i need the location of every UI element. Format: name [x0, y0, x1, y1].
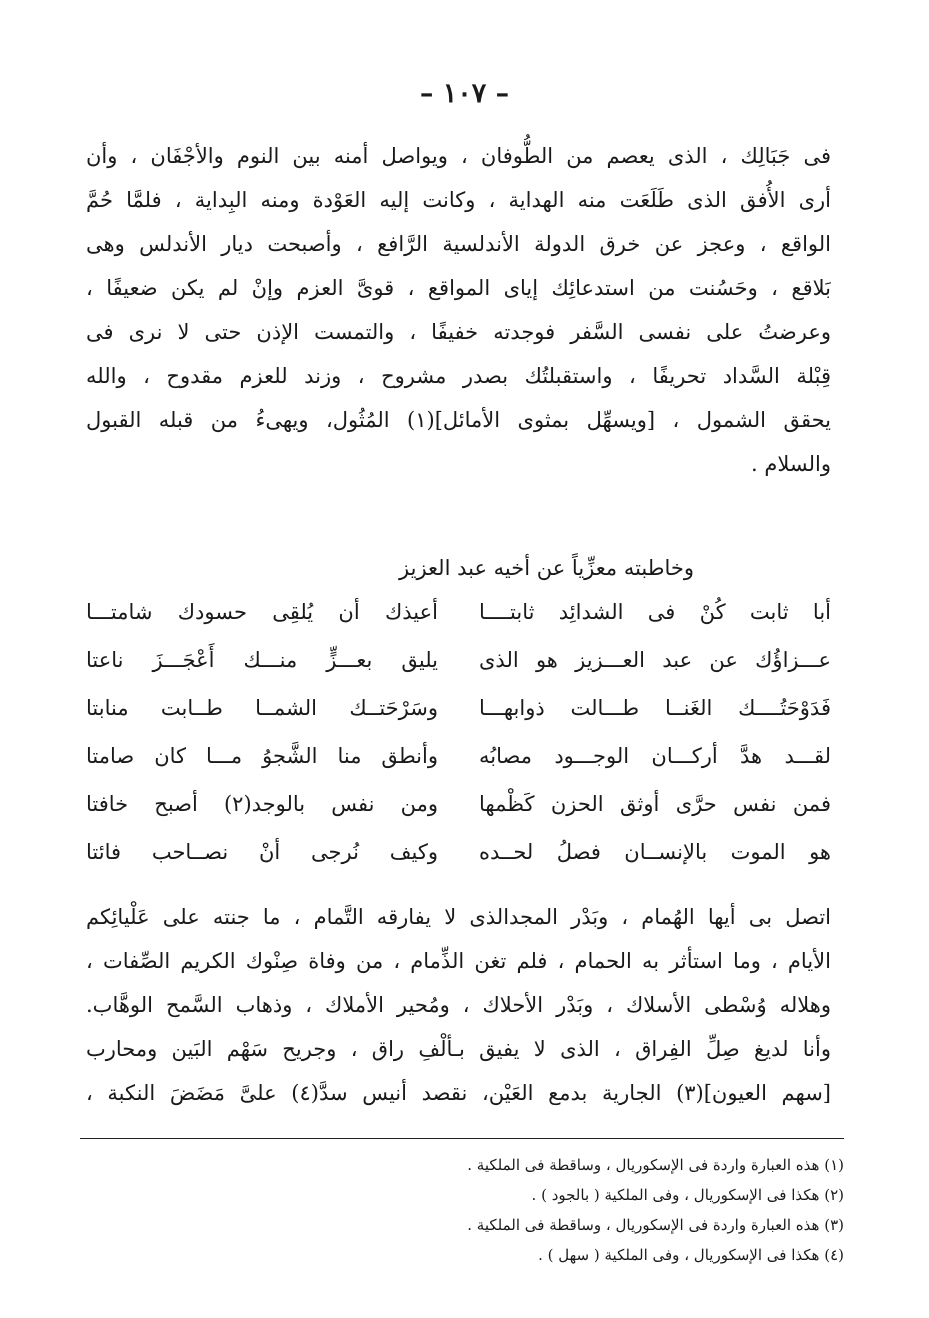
- poem-couplet: [86, 780, 831, 828]
- second-hemistich: وكيف نُرجى أنْ نصــاحب فائتا: [86, 840, 438, 864]
- intro-line: يحقق الشمول ، [ويسهِّل بمثوى الأمائل](١) المُثُول، ويهىءُ من قبله القبول: [86, 408, 831, 432]
- second-hemistich: يليق بعـــزٍّ منـــك أَعْجَـــزَ ناعتا: [86, 648, 438, 672]
- second-hemistich: أعيذك أن يُلقِى حسودك شامتـــا: [86, 600, 438, 624]
- footnote: (٤) هكذا فى الإسكوريال ، وفى الملكية ( سهل ) .: [538, 1246, 844, 1264]
- first-hemistich: فَدَوْحَتُــــك الغَنــا طـــالت ذوابهـــا: [479, 696, 831, 720]
- outro-line: اتصل بى أيها الهُمام ، وبَدْر المجدالذى لا يفارقه التَّمام ، ما جنته على عَلْيائِكم: [86, 905, 831, 929]
- first-hemistich: هو الموت بالإنســان فصلُ لحــده: [479, 840, 831, 864]
- poem: [86, 588, 831, 876]
- outro-line: وهلاله وُسْطى الأسلاك ، وبَدْر الأحلاك ، ومُحير الأملاك ، وذهاب السَّمح الوهَّاب.: [86, 993, 831, 1017]
- footnote: (٣) هذه العبارة واردة فى الإسكوريال ، وساقطة فى الملكية .: [467, 1216, 844, 1234]
- verse-introduction: وخاطبته معزِّياً عن أخيه عبد العزيز: [399, 556, 694, 580]
- intro-line: قِبْلة السَّداد تحريفًا ، واستقبلتُك بصدر مشروح ، وزند للعزم مقدوح ، والله: [86, 364, 831, 388]
- footnote: (٢) هكذا فى الإسكوريال ، وفى الملكية ( بالجود ) .: [531, 1186, 844, 1204]
- outro-paragraph: [86, 895, 831, 1115]
- first-hemistich: عـــزاؤُك عن عبد العـــزيز هو الذى: [479, 648, 831, 672]
- poem-couplet: [86, 636, 831, 684]
- first-hemistich: فمن نفس حرَّى أوثق الحزن كَظْمها: [479, 792, 831, 816]
- poem-couplet: [86, 684, 831, 732]
- outro-line: وأنا لديغ صِلِّ الفِراق ، الذى لا يفيق بـألْفِ راق ، وجريح سَهْم البَين ومحارب: [86, 1037, 831, 1061]
- intro-line: بَلاقع ، وحَسُنت من استدعائِك إياى المواقع ، قوىَّ العزم وإنْ لم يكن ضعيفًا ،: [86, 276, 831, 300]
- first-hemistich: لقـــد هدَّ أركـــان الوجـــود مصابُه: [479, 744, 831, 768]
- intro-line: والسلام .: [751, 452, 831, 476]
- second-hemistich: وأنطق منا الشَّجوُ مـــا كان صامتا: [86, 744, 438, 768]
- footnote-divider: [80, 1138, 844, 1139]
- outro-line: [سهم العيون](٣) الجارية بدمع العَيْن، نقصد أنيس سدَّ(٤) علىَّ مَضَضَ النكبة ،: [86, 1081, 831, 1105]
- poem-couplet: [86, 732, 831, 780]
- poem-couplet: [86, 588, 831, 636]
- second-hemistich: ومن نفس بالوجد(٢) أصبح خافتا: [86, 792, 438, 816]
- footnote: (١) هذه العبارة واردة فى الإسكوريال ، وساقطة فى الملكية .: [467, 1156, 844, 1174]
- intro-line: الواقع ، وعجز عن خرق الدولة الأندلسية الرَّافع ، وأصبحت ديار الأندلس وهى: [86, 232, 831, 256]
- first-hemistich: أبا ثابت كُنْ فى الشدائِد ثابتــــا: [479, 600, 831, 624]
- outro-line: الأيام ، وما استأثر به الحمام ، فلم تغن الذِّمام ، من وفاة صِنْوك الكريم الصِّفات ،: [86, 949, 831, 973]
- footnotes: [324, 1150, 844, 1270]
- intro-paragraph: [86, 134, 831, 486]
- intro-line: أرى الأُفق الذى طَلَعَت منه الهداية ، وكانت إليه العَوْدة ومنه البِداية ، فلمَّا حُمَّ: [86, 188, 831, 212]
- intro-line: وعرضتُ على نفسى السَّفر فوجدته خفيفًا ، والتمست الإذن حتى لا نرى فى: [86, 320, 831, 344]
- page-number: – ١٠٧ –: [419, 78, 510, 109]
- poem-couplet: [86, 828, 831, 876]
- second-hemistich: وسَرْحَتــك الشمــا طــابت منابتا: [86, 696, 438, 720]
- intro-line: فى جَبَالِك ، الذى يعصم من الطُّوفان ، ويواصل أمنه بين النوم والأجْفَان ، وأن: [86, 144, 831, 168]
